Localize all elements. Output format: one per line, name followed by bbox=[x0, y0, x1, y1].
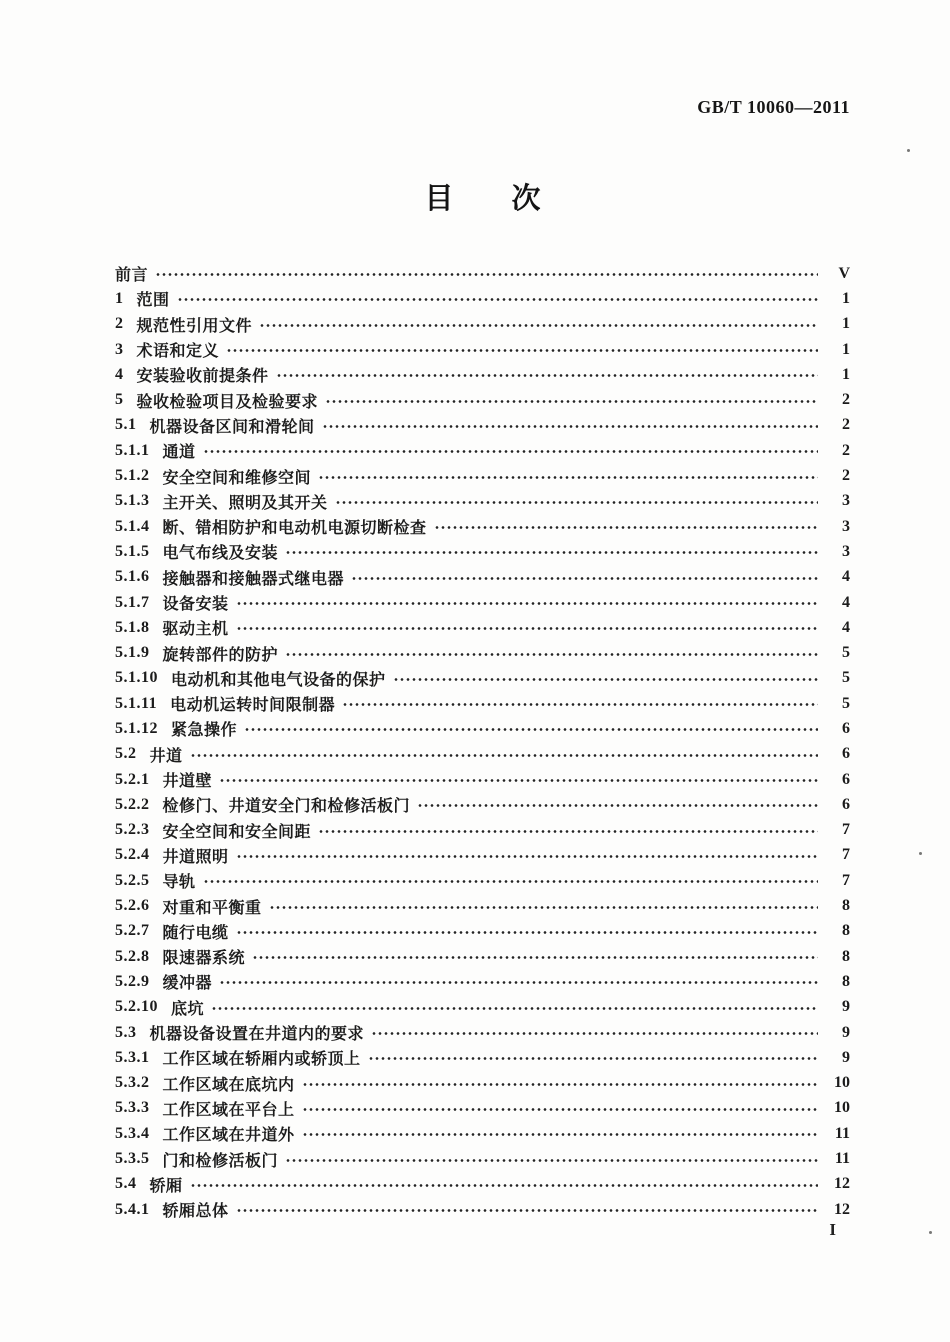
toc-entry-page: 10 bbox=[834, 1074, 850, 1092]
dot-leader bbox=[322, 424, 818, 429]
toc-entry bbox=[115, 261, 850, 286]
toc-entry-title: 限速器系统 bbox=[162, 950, 246, 968]
toc-entry-title: 井道壁 bbox=[162, 773, 213, 791]
toc-entry-number: 5.1.8 bbox=[115, 618, 150, 636]
toc-entry bbox=[115, 868, 850, 893]
dot-leader bbox=[219, 778, 818, 783]
dot-leader bbox=[211, 1006, 818, 1011]
scan-artifact-dot bbox=[929, 1231, 932, 1234]
toc-entry-title: 电动机运转时间限制器 bbox=[170, 697, 336, 715]
dot-leader bbox=[236, 601, 818, 606]
toc-entry-page: 9 bbox=[842, 998, 850, 1016]
toc-entry-number: 5.2.5 bbox=[115, 871, 150, 889]
dot-leader bbox=[269, 905, 818, 910]
toc-entry-title: 机器设备区间和滑轮间 bbox=[149, 418, 315, 436]
toc-entry-number: 5.1.10 bbox=[115, 669, 158, 687]
dot-leader bbox=[285, 652, 818, 657]
toc-entry-title: 随行电缆 bbox=[162, 924, 229, 942]
toc-entry bbox=[115, 767, 850, 792]
toc-entry bbox=[115, 818, 850, 843]
toc-entry-page: 6 bbox=[842, 770, 850, 788]
toc-entry-page: 8 bbox=[842, 947, 850, 965]
toc-entry-page: 2 bbox=[842, 467, 850, 485]
dot-leader bbox=[155, 272, 818, 277]
toc-title: 目 次 bbox=[424, 183, 541, 215]
toc-entry-number: 5.1.12 bbox=[115, 719, 158, 737]
toc-entry bbox=[115, 995, 850, 1020]
toc-entry-number: 5.2.8 bbox=[115, 947, 150, 965]
toc-entry-number: 5.1.3 bbox=[115, 492, 150, 510]
toc-entry-title: 工作区域在底坑内 bbox=[162, 1076, 295, 1094]
toc-entry-page: 1 bbox=[842, 365, 850, 383]
toc-entry-number: 5.1.2 bbox=[115, 467, 150, 485]
toc-entry-title: 设备安装 bbox=[162, 596, 229, 613]
dot-leader bbox=[177, 297, 818, 302]
toc-entry-page: 10 bbox=[834, 1099, 850, 1117]
toc-entry-title: 门和检修活板门 bbox=[162, 1152, 279, 1170]
toc-entry-page: 2 bbox=[842, 416, 850, 434]
toc-entry-title: 接触器和接触器式继电器 bbox=[162, 570, 345, 588]
toc-entry bbox=[115, 362, 850, 387]
toc-entry-number: 5.3 bbox=[115, 1023, 137, 1041]
toc-entry-title: 安全空间和安全间距 bbox=[162, 823, 312, 841]
toc-entry-page: 12 bbox=[834, 1200, 850, 1218]
toc-entry-number: 5.2.7 bbox=[115, 922, 150, 940]
toc-entry-title: 轿厢总体 bbox=[162, 1203, 229, 1221]
toc-entry-number: 1 bbox=[115, 289, 124, 307]
toc-entry-title: 工作区域在轿厢内或轿顶上 bbox=[162, 1051, 361, 1069]
toc-entry-title: 断、错相防护和电动机电源切断检查 bbox=[162, 520, 427, 538]
dot-leader bbox=[342, 702, 818, 707]
toc-entry-number: 5 bbox=[115, 391, 124, 409]
toc-entry-number: 5.1.9 bbox=[115, 644, 150, 662]
toc-entry bbox=[115, 1172, 850, 1197]
dot-leader bbox=[236, 626, 818, 631]
toc-entry bbox=[115, 640, 850, 665]
toc-entry bbox=[115, 539, 850, 564]
toc-entry-number: 5.4 bbox=[115, 1175, 137, 1193]
dot-leader bbox=[371, 1031, 818, 1036]
dot-leader bbox=[259, 323, 818, 328]
toc-entry-title: 缓冲器 bbox=[162, 975, 213, 993]
toc-entry-number: 5.3.5 bbox=[115, 1150, 150, 1168]
toc-entry bbox=[115, 893, 850, 918]
toc-entry-number: 3 bbox=[115, 340, 124, 358]
toc-entry-title: 前言 bbox=[115, 267, 149, 285]
toc-entry bbox=[115, 1020, 850, 1045]
toc-entry-number: 5.1.7 bbox=[115, 593, 150, 611]
toc-entry-title: 工作区域在井道外 bbox=[162, 1127, 295, 1145]
toc-entry-page: 6 bbox=[842, 719, 850, 737]
toc-entry bbox=[115, 1197, 850, 1222]
toc-entry-page: 2 bbox=[842, 441, 850, 459]
toc-entry-number: 5.1.11 bbox=[115, 694, 158, 712]
toc-entry-number: 5.2.2 bbox=[115, 795, 150, 813]
toc-entry-page: 1 bbox=[842, 340, 850, 358]
dot-leader bbox=[203, 449, 818, 454]
toc-entry-page: 6 bbox=[842, 745, 850, 763]
dot-leader bbox=[302, 1132, 818, 1137]
toc-entry-title: 机器设备设置在井道内的要求 bbox=[149, 1026, 365, 1044]
toc-entry-number: 5.3.2 bbox=[115, 1074, 150, 1092]
toc-entry bbox=[115, 489, 850, 514]
toc-entry-page: 7 bbox=[842, 871, 850, 889]
toc-entry-page: 5 bbox=[842, 694, 850, 712]
toc-entry-title: 安装验收前提条件 bbox=[136, 368, 269, 386]
dot-leader bbox=[236, 930, 818, 935]
toc-entry-page: 9 bbox=[842, 1048, 850, 1066]
toc-entry-title: 主开关、照明及其开关 bbox=[162, 494, 328, 512]
dot-leader bbox=[226, 348, 818, 353]
toc-entry bbox=[115, 843, 850, 868]
toc-entry-title: 对重和平衡重 bbox=[162, 899, 262, 917]
toc-entry-title: 电动机和其他电气设备的保护 bbox=[171, 671, 386, 689]
dot-leader bbox=[302, 1082, 818, 1087]
toc-entry-title: 井道 bbox=[149, 747, 183, 765]
toc-entry-page: 4 bbox=[842, 568, 850, 586]
dot-leader bbox=[335, 500, 818, 505]
toc-entry bbox=[115, 792, 850, 817]
toc-entry bbox=[115, 1146, 850, 1171]
toc-entry-number: 5.3.1 bbox=[115, 1048, 150, 1066]
toc-entry-number: 5.2.4 bbox=[115, 846, 150, 864]
toc-entry-title: 规范性引用文件 bbox=[136, 317, 253, 335]
toc-entry-page: 11 bbox=[834, 1124, 850, 1142]
toc-entry-number: 2 bbox=[115, 315, 124, 333]
toc-entry bbox=[115, 691, 850, 716]
toc-entry bbox=[115, 919, 850, 944]
toc-entry bbox=[115, 716, 850, 741]
toc-entry bbox=[115, 1121, 850, 1146]
toc-entry-number: 5.4.1 bbox=[115, 1200, 150, 1218]
toc-entry-number: 4 bbox=[115, 365, 124, 383]
toc-entry-title: 紧急操作 bbox=[171, 722, 238, 740]
page-number: I bbox=[829, 1220, 836, 1239]
toc-entry-page: 3 bbox=[842, 517, 850, 535]
toc-entry-page: 12 bbox=[834, 1175, 850, 1193]
scan-artifact-dot bbox=[907, 149, 910, 152]
dot-leader bbox=[252, 955, 818, 960]
toc-entry-title: 旋转部件的防护 bbox=[162, 646, 279, 664]
toc-entry-title: 电气布线及安装 bbox=[162, 545, 279, 563]
dot-leader bbox=[285, 1158, 818, 1163]
dot-leader bbox=[190, 1183, 818, 1188]
toc-entry bbox=[115, 590, 850, 615]
toc-entry-number: 5.2.10 bbox=[115, 998, 158, 1016]
dot-leader bbox=[285, 550, 818, 555]
toc-entry-title: 底坑 bbox=[171, 1000, 205, 1018]
toc-entry bbox=[115, 514, 850, 539]
toc-entry-number: 5.1.6 bbox=[115, 568, 150, 586]
dot-leader bbox=[318, 475, 818, 480]
toc-entry-title: 术语和定义 bbox=[136, 343, 220, 361]
toc-entry bbox=[115, 1071, 850, 1096]
toc-entry-page: 7 bbox=[842, 821, 850, 839]
dot-leader bbox=[236, 854, 818, 859]
toc-entry-page: 8 bbox=[842, 922, 850, 940]
toc-entry-title: 范围 bbox=[136, 292, 170, 310]
toc-entry-title: 轿厢 bbox=[149, 1177, 183, 1195]
dot-leader bbox=[302, 1107, 818, 1112]
standard-number: GB/T 10060—2011 bbox=[697, 97, 850, 117]
dot-leader bbox=[236, 1208, 818, 1213]
toc-entry-page: 6 bbox=[842, 795, 850, 813]
toc-entry-page: 1 bbox=[842, 289, 850, 307]
toc-entry-page: 9 bbox=[842, 1023, 850, 1041]
dot-leader bbox=[219, 980, 818, 985]
toc-entry-page: 8 bbox=[842, 897, 850, 915]
toc-entry-number: 5.3.3 bbox=[115, 1099, 150, 1117]
dot-leader bbox=[244, 727, 818, 732]
toc-entry-page: 11 bbox=[834, 1150, 850, 1168]
toc-entry-title: 导轨 bbox=[162, 874, 196, 892]
toc-entry-title: 通道 bbox=[162, 444, 196, 462]
toc-entry bbox=[115, 312, 850, 337]
dot-leader bbox=[276, 373, 818, 378]
dot-leader bbox=[325, 399, 818, 404]
dot-leader bbox=[368, 1056, 818, 1061]
toc-list bbox=[115, 261, 850, 1222]
toc-entry-page: 8 bbox=[842, 972, 850, 990]
toc-entry bbox=[115, 387, 850, 412]
toc-entry-page: 3 bbox=[842, 492, 850, 510]
toc-entry bbox=[115, 337, 850, 362]
toc-entry-page: 5 bbox=[842, 669, 850, 687]
toc-entry-page: 2 bbox=[842, 391, 850, 409]
scan-artifact-dot bbox=[919, 852, 922, 855]
toc-entry-page: 4 bbox=[842, 593, 850, 611]
toc-entry bbox=[115, 286, 850, 311]
toc-entry-number: 5.2 bbox=[115, 745, 137, 763]
dot-leader bbox=[434, 525, 818, 530]
toc-entry-page: V bbox=[838, 264, 850, 282]
dot-leader bbox=[318, 829, 818, 834]
dot-leader bbox=[190, 753, 818, 758]
dot-leader bbox=[351, 576, 818, 581]
toc-entry-number: 5.1.1 bbox=[115, 441, 150, 459]
toc-entry bbox=[115, 666, 850, 691]
toc-entry-number: 5.1.5 bbox=[115, 542, 150, 560]
toc-entry bbox=[115, 944, 850, 969]
toc-entry-title: 验收检验项目及检验要求 bbox=[136, 393, 319, 411]
toc-entry-page: 7 bbox=[842, 846, 850, 864]
toc-entry bbox=[115, 413, 850, 438]
toc-entry bbox=[115, 615, 850, 640]
dot-leader bbox=[417, 803, 818, 808]
toc-entry bbox=[115, 1096, 850, 1121]
toc-entry-number: 5.1 bbox=[115, 416, 137, 434]
toc-entry-page: 3 bbox=[842, 542, 850, 560]
toc-entry-title: 检修门、井道安全门和检修活板门 bbox=[162, 798, 411, 816]
toc-entry bbox=[115, 969, 850, 994]
toc-entry-page: 5 bbox=[842, 644, 850, 662]
toc-entry bbox=[115, 742, 850, 767]
toc-entry-number: 5.2.1 bbox=[115, 770, 150, 788]
toc-entry bbox=[115, 463, 850, 488]
toc-entry-number: 5.2.9 bbox=[115, 972, 150, 990]
toc-entry-number: 5.2.6 bbox=[115, 897, 150, 915]
dot-leader bbox=[203, 879, 818, 884]
dot-leader bbox=[393, 677, 818, 682]
toc-entry-title: 工作区域在平台上 bbox=[162, 1101, 295, 1119]
toc-entry-number: 5.3.4 bbox=[115, 1124, 150, 1142]
toc-entry bbox=[115, 565, 850, 590]
toc-entry bbox=[115, 438, 850, 463]
toc-entry-page: 1 bbox=[842, 315, 850, 333]
toc-entry-number: 5.1.4 bbox=[115, 517, 150, 535]
toc-entry-title: 安全空间和维修空间 bbox=[162, 469, 312, 487]
toc-entry-number: 5.2.3 bbox=[115, 821, 150, 839]
toc-entry-title: 井道照明 bbox=[162, 848, 229, 866]
toc-entry-title: 驱动主机 bbox=[162, 621, 229, 639]
toc-entry bbox=[115, 1045, 850, 1070]
toc-entry-page: 4 bbox=[842, 618, 850, 636]
